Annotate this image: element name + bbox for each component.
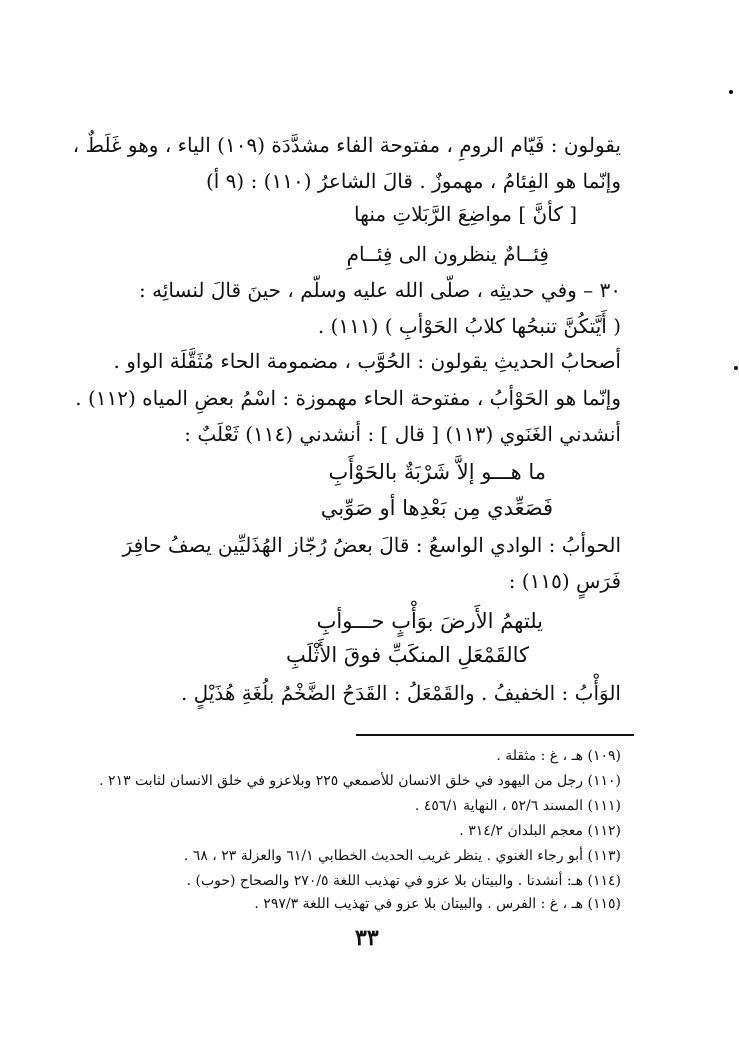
footnote: (١١٥) هـ ، غ : الفرس . والبيتان بلا عزو في تهذيب اللغة ٢٩٧/٣ . xyxy=(254,896,621,912)
text-line: وإنّما هو الفِئامُ ، مهموزٌ . قالَ الشاعرُ (١١٠) : (٩ أ) xyxy=(205,169,621,193)
verse-hemistich: [ كأنَّ ] مواضِعَ الرَّبَلاتِ منها xyxy=(354,202,577,226)
text-line: أصحابُ الحديثِ يقولون : الحُوَّب ، مضمومة الحاء مُثَقَّلَة الواو . xyxy=(113,349,621,373)
verse-hemistich: ما هـــو إلاَّ شَرْبَةٌ بالحَوْأَبِ xyxy=(328,460,546,484)
footnote: (١١٢) معجم البلدان ٣١٤/٢ . xyxy=(459,823,621,839)
footnote: (١١٤) هـ: أنشدنا . والبيتان بلا عزو في تهذيب اللغة ٢٧٠/٥ والصحاح (حوب) . xyxy=(186,873,621,889)
footnote: (١٠٩) هـ ، غ : مثقلة . xyxy=(496,748,621,764)
text-line: الحوأبُ : الوادي الواسعُ : قالَ بعضُ رُجّاز الهُذَليِّين يصفُ حافِرَ xyxy=(122,533,621,557)
footnote: (١١٣) أبو رجاء الغنوي . ينظر غريب الحديث الخطابي ٦١/١ والعزلة ٢٣ ، ٦٨ . xyxy=(183,848,621,864)
text-line: الوَأْبُ : الخفيفُ . والقَمْعَلُ : القَدَحُ الضَّخْمُ بلُغَةِ هُذَيْلٍ . xyxy=(180,681,621,705)
scan-mark xyxy=(734,366,738,370)
page-number: ٣٣ xyxy=(355,925,379,951)
verse-hemistich: فِئــامٌ ينظرون الى فِئــامِ xyxy=(346,242,549,266)
footnote: (١١٠) رجل من اليهود في خلق الانسان للأصمعي ٢٢٥ وبلاعزو في خلق الانسان لثابت ٢١٣ . xyxy=(99,773,621,789)
footnote: (١١١) المسند ٥٢/٦ ، النهاية ٤٥٦/١ . xyxy=(414,798,621,814)
text-line: فَرَسٍ (١١٥) : xyxy=(508,569,621,593)
scan-mark xyxy=(729,90,733,94)
verse-hemistich: يلتهمُ الأَرضَ بوَأْبٍ حـــوأبِ xyxy=(316,609,543,633)
text-line: وإنّما هو الحَوْأبُ ، مفتوحة الحاء مهموزة : اسْمُ بعضِ المياه (١١٢) . xyxy=(75,386,621,410)
text-line: ( أَيَّتكُنَّ تنبحُها كلابُ الحَوْأبِ ) (١١١) . xyxy=(317,314,621,338)
verse-hemistich: فَصَعِّدي مِن بَعْدِها أو صَوِّبي xyxy=(320,496,553,520)
text-line: أنشدني الغَنَوي (١١٣) [ قال ] : أنشدني (١١٤) ثَعْلَبٌ : xyxy=(184,422,621,446)
verse-hemistich: كالقَمْعَلِ المنكَبِّ فوقَ الأَثْلَبِ xyxy=(286,643,529,667)
text-line: يقولون : فَيّام الرومِ ، مفتوحة الفاء مشدَّدَة (١٠٩) الياء ، وهو غَلَطٌ ، xyxy=(72,133,621,157)
footnote-separator xyxy=(356,734,634,736)
text-line: ٣٠ – وفي حديثِه ، صلّى الله عليه وسلّم ، حينَ قالَ لنسائِه : xyxy=(139,278,621,302)
